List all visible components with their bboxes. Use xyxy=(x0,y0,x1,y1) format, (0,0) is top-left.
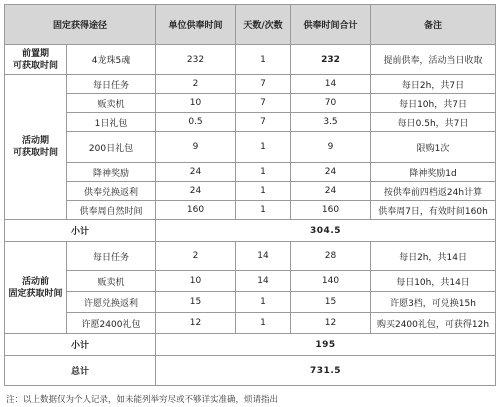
total-time: 15 xyxy=(291,292,371,313)
table-row xyxy=(5,292,496,313)
total-time: 70 xyxy=(291,94,371,113)
group-label-pre-fixed-line1: 活动前 xyxy=(21,276,49,287)
total-time: 232 xyxy=(291,45,371,75)
unit-time: 24 xyxy=(156,182,236,201)
unit-time: 9 xyxy=(156,132,236,163)
note: 每日0.5h，共7日 xyxy=(371,113,496,132)
item-name: 1日礼包 xyxy=(67,113,156,132)
unit-time: 24 xyxy=(156,163,236,182)
item-name: 每日任务 xyxy=(67,242,156,271)
total-time: 28 xyxy=(291,242,371,271)
note: 购买2400礼包，可获得12h xyxy=(371,313,496,334)
total-time: 24 xyxy=(291,182,371,201)
note: 每日10h，共7日 xyxy=(371,94,496,113)
table-row xyxy=(5,242,496,271)
days: 1 xyxy=(236,132,291,163)
header-source: 固定获得途径 xyxy=(5,5,156,45)
subtotal-row xyxy=(5,334,496,356)
header-total-time: 供奉时间合计 xyxy=(291,5,371,45)
subtotal-value: 304.5 xyxy=(156,220,496,242)
item-name: 4龙珠5魂 xyxy=(67,45,156,75)
unit-time: 15 xyxy=(156,292,236,313)
header-row xyxy=(5,5,496,45)
unit-time: 10 xyxy=(156,271,236,292)
item-name: 每日任务 xyxy=(67,75,156,94)
table-row xyxy=(5,201,496,220)
total-time: 14 xyxy=(291,75,371,94)
subtotal-label: 小计 xyxy=(5,220,156,242)
days: 7 xyxy=(236,113,291,132)
note: 每日2h，共7日 xyxy=(371,75,496,94)
header-days: 天数/次数 xyxy=(236,5,291,45)
total-time: 9 xyxy=(291,132,371,163)
item-name: 供奉兑换返利 xyxy=(67,182,156,201)
note: 供奉周7日，有效时间160h xyxy=(371,201,496,220)
group-label-active-line1: 活动期 xyxy=(21,136,49,146)
note: 限购1次 xyxy=(371,132,496,163)
subtotal-row xyxy=(5,220,496,242)
header-unit-time: 单位供奉时间 xyxy=(156,5,236,45)
total-time: 140 xyxy=(291,271,371,292)
total-time: 24 xyxy=(291,163,371,182)
total-label: 总计 xyxy=(5,356,156,386)
unit-time: 232 xyxy=(156,45,236,75)
header-note: 备注 xyxy=(371,5,496,45)
note: 每日10h，共14日 xyxy=(371,271,496,292)
table-row xyxy=(5,182,496,201)
table-row xyxy=(5,75,496,94)
days: 1 xyxy=(236,163,291,182)
group-label-active-line2: 可获取时间 xyxy=(12,148,58,158)
table-row xyxy=(5,313,496,334)
total-time: 160 xyxy=(291,201,371,220)
item-name: 降神奖励 xyxy=(67,163,156,182)
unit-time: 0.5 xyxy=(156,113,236,132)
note: 按供奉前四档返24h计算 xyxy=(371,182,496,201)
unit-time: 10 xyxy=(156,94,236,113)
days: 1 xyxy=(236,313,291,334)
item-name: 贩卖机 xyxy=(67,271,156,292)
days: 1 xyxy=(236,182,291,201)
unit-time: 2 xyxy=(156,242,236,271)
total-value: 731.5 xyxy=(156,356,496,386)
days: 1 xyxy=(236,292,291,313)
subtotal-label: 小计 xyxy=(5,334,156,356)
subtotal-value: 195 xyxy=(156,334,496,356)
group-label-pre-line1: 前置期 xyxy=(21,48,49,59)
table-row xyxy=(5,45,496,75)
item-name: 许愿兑换返利 xyxy=(67,292,156,313)
days: 14 xyxy=(236,242,291,271)
total-row xyxy=(5,356,496,386)
group-label-pre-line2: 可获取时间 xyxy=(12,60,58,71)
group-label-pre-fixed xyxy=(5,242,67,334)
unit-time: 2 xyxy=(156,75,236,94)
item-name: 许愿2400礼包 xyxy=(67,313,156,334)
group-label-pre-fixed-line2: 固定获取时间 xyxy=(8,288,63,299)
note: 每日2h，共14日 xyxy=(371,242,496,271)
table-row xyxy=(5,271,496,292)
total-time: 12 xyxy=(291,313,371,334)
total-time: 3.5 xyxy=(291,113,371,132)
item-name: 贩卖机 xyxy=(67,94,156,113)
note: 降神奖励1d xyxy=(371,163,496,182)
days: 7 xyxy=(236,94,291,113)
unit-time: 12 xyxy=(156,313,236,334)
note: 提前供奉，活动当日收取 xyxy=(371,45,496,75)
table-row xyxy=(5,163,496,182)
group-label-pre xyxy=(5,45,67,75)
days: 14 xyxy=(236,271,291,292)
table-row xyxy=(5,132,496,163)
footnote: 注：以上数据仅为个人记录，如未能列举穷尽或不够详实准确，烦请指出 xyxy=(6,395,279,405)
days: 1 xyxy=(236,45,291,75)
unit-time: 160 xyxy=(156,201,236,220)
group-label-active xyxy=(5,75,67,220)
note: 许愿3档，可兑换15h xyxy=(371,292,496,313)
item-name: 200日礼包 xyxy=(67,132,156,163)
item-name: 供奉周自然时间 xyxy=(67,201,156,220)
days: 1 xyxy=(236,201,291,220)
days: 7 xyxy=(236,75,291,94)
table-row xyxy=(5,94,496,113)
table-row xyxy=(5,113,496,132)
acquisition-table xyxy=(4,4,496,386)
